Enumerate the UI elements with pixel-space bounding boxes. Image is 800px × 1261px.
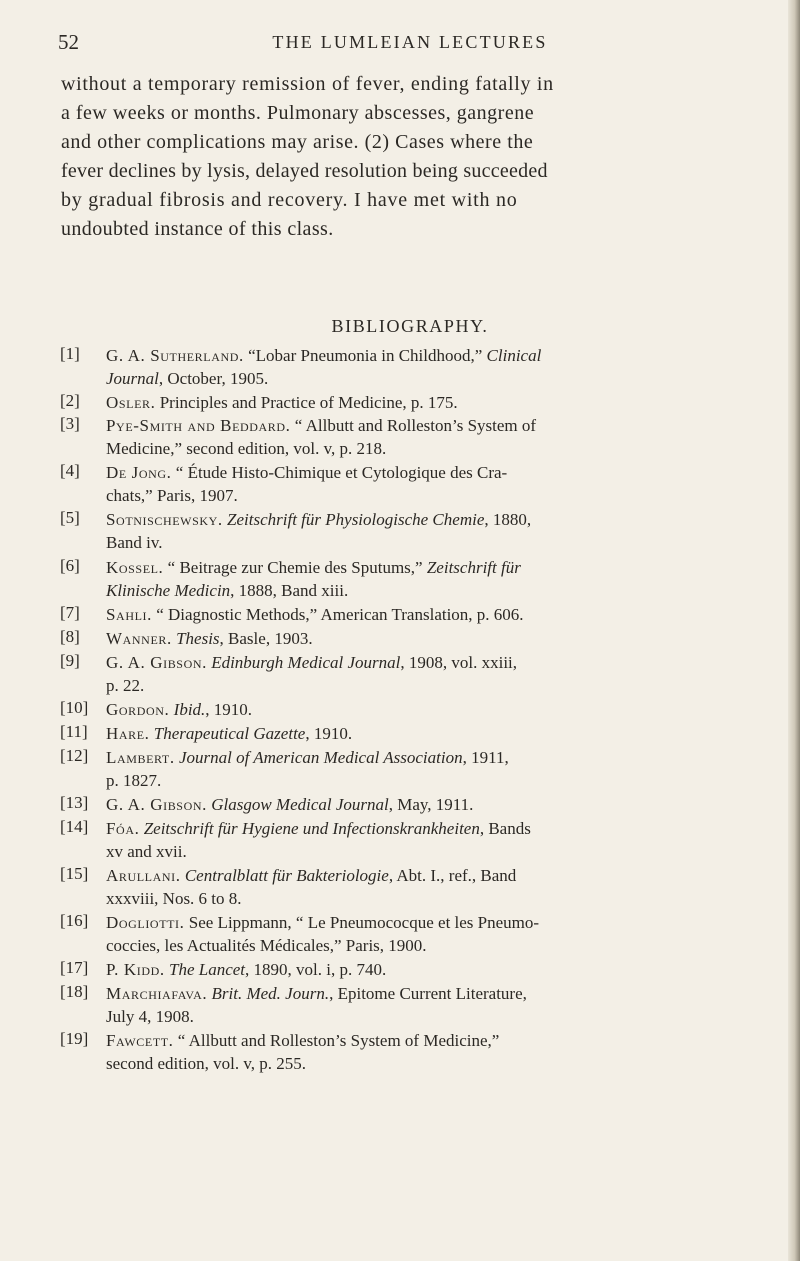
reference-detail: p. 22.	[106, 676, 145, 695]
reference-continuation	[106, 674, 742, 697]
reference-detail: Medicine,” second edition, vol. v, p. 218.	[106, 439, 387, 458]
reference-number: [11]	[60, 722, 88, 741]
reference-text	[106, 508, 742, 531]
reference-journal: Zeitschrift für Physiologische Chemie	[227, 510, 485, 529]
running-head: THE LUMLEIAN LECTURES	[272, 32, 548, 52]
reference-detail: “Lobar Pneumonia in Childhood,”	[243, 346, 487, 365]
reference-detail: , 1911,	[462, 748, 509, 767]
reference-number: [18]	[60, 982, 89, 1001]
reference-continuation	[106, 531, 742, 554]
reference-number: [5]	[60, 508, 80, 527]
reference-detail: , Bands	[479, 819, 531, 838]
reference-author: G. A. Gibson.	[106, 795, 207, 814]
reference-number: [4]	[60, 461, 80, 480]
reference-number: [13]	[60, 793, 89, 812]
reference-detail: , 1910.	[305, 724, 353, 743]
reference-author: Kossel.	[106, 558, 164, 577]
reference-continuation	[106, 484, 742, 507]
reference-number: [7]	[60, 603, 80, 622]
reference-text	[106, 414, 742, 437]
reference-text	[106, 722, 742, 745]
reference-journal: The Lancet	[168, 960, 246, 979]
reference-text	[106, 1029, 742, 1052]
reference-detail: , May, 1911.	[388, 795, 474, 814]
reference-journal: Brit. Med. Journ.	[211, 984, 330, 1003]
reference-journal: Klinische Medicin	[106, 581, 231, 600]
reference-number: [16]	[60, 911, 89, 930]
reference-author: P. Kidd.	[106, 960, 165, 979]
reference-detail: Band iv.	[106, 533, 163, 552]
reference-detail: , 1880,	[484, 510, 532, 529]
reference-author: Hare.	[106, 724, 150, 743]
reference-detail: “ Allbutt and Rolleston’s System of	[290, 416, 537, 435]
body-line: undoubted instance of this class.	[61, 218, 334, 240]
reference-author: Pye-Smith and Beddard.	[106, 416, 291, 435]
reference-text	[106, 982, 742, 1005]
body-line: and other complications may arise. (2) Cases where the	[61, 131, 534, 153]
reference-detail: p. 1827.	[106, 771, 162, 790]
reference-text	[106, 391, 742, 414]
reference-continuation	[106, 1052, 742, 1075]
reference-journal: Clinical	[486, 346, 542, 365]
reference-detail: chats,” Paris, 1907.	[106, 486, 238, 505]
reference-continuation	[106, 579, 742, 602]
reference-detail: second edition, vol. v, p. 255.	[106, 1054, 307, 1073]
reference-detail: , 1910.	[205, 700, 253, 719]
reference-text	[106, 911, 742, 934]
reference-author: Sotnischewsky.	[106, 510, 223, 529]
reference-detail: , October, 1905.	[158, 369, 269, 388]
reference-detail: xv and xvii.	[106, 842, 187, 861]
body-line: by gradual fibrosis and recovery. I have met with no	[61, 189, 518, 211]
reference-number: [14]	[60, 817, 89, 836]
reference-text	[106, 793, 742, 816]
reference-detail: See Lippmann, “ Le Pneumococque et les Pneumo-	[184, 913, 540, 932]
reference-author: Lambert.	[106, 748, 175, 767]
reference-journal: Journal of American Medical Association	[178, 748, 463, 767]
reference-detail: , 1890, vol. i, p. 740.	[245, 960, 387, 979]
reference-author: Marchiafava.	[106, 984, 208, 1003]
page-edge-shadow	[788, 0, 800, 1261]
reference-number: [17]	[60, 958, 89, 977]
body-line: fever declines by lysis, delayed resolution being succeeded	[61, 160, 548, 182]
reference-text	[106, 556, 742, 579]
reference-number: [6]	[60, 556, 80, 575]
reference-number: [8]	[60, 627, 80, 646]
reference-detail: Principles and Practice of Medicine, p. 175.	[155, 393, 458, 412]
reference-detail: “ Étude Histo-Chimique et Cytologique des Cra-	[171, 463, 508, 482]
reference-continuation	[106, 887, 742, 910]
reference-author: Wanner.	[106, 629, 172, 648]
reference-author: Dogliotti.	[106, 913, 185, 932]
reference-continuation	[106, 769, 742, 792]
body-line: without a temporary remission of fever, ending fatally in	[61, 73, 554, 95]
reference-journal: Glasgow Medical Journal	[211, 795, 389, 814]
reference-detail: “ Allbutt and Rolleston’s System of Medicine,”	[173, 1031, 500, 1050]
reference-author: Osler.	[106, 393, 156, 412]
reference-journal: Therapeutical Gazette	[153, 724, 306, 743]
page-number: 52	[58, 30, 79, 54]
reference-number: [15]	[60, 864, 89, 883]
reference-detail: , Abt. I., ref., Band	[388, 866, 517, 885]
reference-journal: Ibid.	[173, 700, 206, 719]
reference-text	[106, 817, 742, 840]
reference-author: De Jong.	[106, 463, 172, 482]
reference-number: [9]	[60, 651, 80, 670]
reference-text	[106, 651, 742, 674]
reference-journal: Thesis	[176, 629, 220, 648]
reference-author: G. A. Gibson.	[106, 653, 207, 672]
reference-text	[106, 603, 742, 626]
reference-text	[106, 698, 742, 721]
reference-text	[106, 461, 742, 484]
reference-continuation	[106, 367, 742, 390]
reference-text	[106, 746, 742, 769]
reference-author: Fóa.	[106, 819, 140, 838]
reference-journal: Zeitschrift für Hygiene und Infectionskrankheiten	[143, 819, 480, 838]
reference-journal: Zeitschrift für	[426, 558, 521, 577]
page-header	[0, 30, 800, 60]
reference-detail: coccies, les Actualités Médicales,” Paris, 1900.	[106, 936, 427, 955]
reference-text	[106, 864, 742, 887]
body-paragraph	[61, 70, 741, 244]
reference-text	[106, 627, 742, 650]
reference-number: [3]	[60, 414, 80, 433]
reference-number: [2]	[60, 391, 80, 410]
reference-continuation	[106, 934, 742, 957]
reference-author: G. A. Sutherland.	[106, 346, 244, 365]
reference-journal: Centralblatt für Bakteriologie	[184, 866, 389, 885]
reference-detail: “ Diagnostic Methods,” American Translation, p. 606.	[151, 605, 524, 624]
bibliography-heading: BIBLIOGRAPHY.	[331, 316, 489, 336]
reference-detail: July 4, 1908.	[106, 1007, 194, 1026]
reference-continuation	[106, 840, 742, 863]
reference-journal: Journal	[106, 369, 159, 388]
body-line: a few weeks or months. Pulmonary abscesses, gangrene	[61, 102, 535, 124]
reference-detail: xxxviii, Nos. 6 to 8.	[106, 889, 242, 908]
reference-detail: “ Beitrage zur Chemie des Sputums,”	[163, 558, 427, 577]
reference-detail: , 1888, Band xiii.	[230, 581, 349, 600]
reference-number: [19]	[60, 1029, 89, 1048]
reference-author: Arullani.	[106, 866, 181, 885]
reference-continuation	[106, 1005, 742, 1028]
reference-number: [10]	[60, 698, 89, 717]
reference-text	[106, 958, 742, 981]
reference-journal: Edinburgh Medical Journal	[211, 653, 401, 672]
reference-author: Sahli.	[106, 605, 152, 624]
reference-author: Gordon.	[106, 700, 170, 719]
reference-text	[106, 344, 742, 367]
reference-number: [1]	[60, 344, 80, 363]
reference-number: [12]	[60, 746, 89, 765]
reference-detail: , 1908, vol. xxiii,	[400, 653, 518, 672]
reference-author: Fawcett.	[106, 1031, 174, 1050]
reference-continuation	[106, 437, 742, 460]
reference-detail: , Epitome Current Literature,	[329, 984, 527, 1003]
reference-detail: , Basle, 1903.	[219, 629, 313, 648]
